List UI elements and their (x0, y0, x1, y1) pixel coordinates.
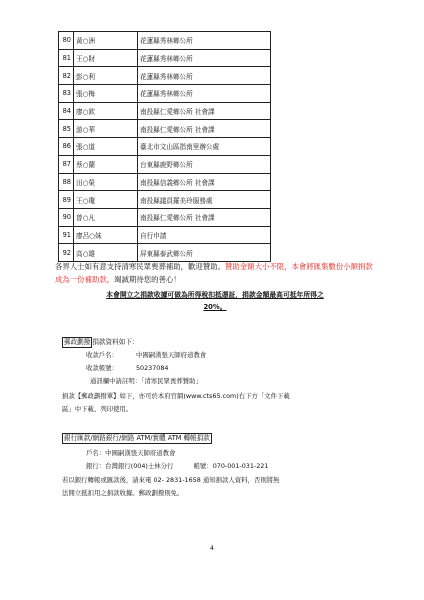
row-number: 89 (59, 191, 74, 209)
table-row (59, 155, 271, 173)
recipient-organization: 花蓮縣秀林鄉公所 (138, 32, 271, 50)
recipient-organization: 南投縣議員羅美玲服務處 (138, 191, 271, 209)
table-row (59, 226, 271, 244)
postal-account-name: 中國嗣漢張天師府道教會 (135, 351, 207, 359)
intro-closing: 竭誠期待您的善心！ (114, 275, 181, 284)
recipient-name: 高○雄 (74, 244, 138, 262)
bank-acct: 070-001-031-221 (212, 462, 269, 470)
intro-text: 各界人士如有意支持清寒民眾喪葬補助，歡迎贊助。 (55, 262, 225, 271)
recipient-name: 廖○欽 (74, 102, 138, 120)
recipient-name: 王○瓊 (74, 191, 138, 209)
table-row (59, 32, 271, 50)
recipient-table (58, 31, 271, 262)
table-row (59, 102, 271, 120)
recipient-name: 王○財 (74, 49, 138, 67)
row-number: 82 (59, 67, 74, 85)
recipient-organization: 南投縣仁愛鄉公所 社會課 (138, 208, 271, 226)
recipient-name: 曾○凡 (74, 208, 138, 226)
tax-deduction-note (55, 289, 375, 313)
table-row (59, 244, 271, 262)
recipient-name: 廖呂○妹 (74, 226, 138, 244)
table-row (59, 67, 271, 85)
bank-heading (62, 433, 212, 444)
bank-name-row (86, 448, 175, 457)
table-row (59, 120, 271, 138)
table-row (59, 138, 271, 156)
table-row (59, 85, 271, 103)
postal-account-name-label: 收款戶名： (86, 351, 118, 359)
row-number: 87 (59, 155, 74, 173)
bank-note-line-1: 若以銀行轉帳或匯款後，請來電 02- 2831-1658 通知捐款人資料，否則將無 (62, 476, 280, 484)
postal-heading (62, 336, 139, 348)
bank-branch: 台灣銀行(004)士林分行 (105, 462, 174, 470)
intro-highlight: 贊助金額大小不限，本會將匯集數份小額捐款成為一份補助款。 (55, 262, 373, 284)
table-row (59, 208, 271, 226)
recipient-organization: 屏東縣泰武鄉公所 (138, 244, 271, 262)
recipient-organization: 花蓮縣秀林鄉公所 (138, 67, 271, 85)
recipient-organization: 花蓮縣秀林鄉公所 (138, 49, 271, 67)
recipient-organization: 臺北市文山區指南里辦公處 (138, 138, 271, 156)
postal-notice: 通訊欄中請註明：「清寒民眾喪葬贊助」 (90, 377, 202, 385)
row-number: 88 (59, 173, 74, 191)
bank-acct-label: 帳號： (193, 462, 213, 470)
recipient-organization: 南投縣信義鄉公所 社會課 (138, 173, 271, 191)
postal-heading-box: 郵政劃撥 (64, 338, 91, 346)
row-number: 84 (59, 102, 74, 120)
recipient-name: 張○梅 (74, 85, 138, 103)
row-number: 85 (59, 120, 74, 138)
row-number: 91 (59, 226, 74, 244)
postal-form-line-2: 區」中下載、列印使用。 (62, 405, 133, 413)
table-row (59, 191, 271, 209)
row-number: 90 (59, 208, 74, 226)
recipient-name: 游○華 (74, 120, 138, 138)
recipient-name: 彭○利 (74, 67, 138, 85)
postal-form-line-1: 捐款【郵政劃撥單】如下，亦可於本府官網(www.cts65.com)右下方「文件下載 (62, 392, 290, 400)
bank-heading-box: 銀行匯款/網路銀行/網路 ATM/實體 ATM 轉帳捐款 (64, 434, 210, 442)
table-row (59, 49, 271, 67)
row-number: 92 (59, 244, 74, 262)
postal-account-name-row (86, 350, 206, 359)
bank-name-label: 戶名： (86, 449, 106, 457)
recipient-organization: 南投縣仁愛鄉公所 社會課 (138, 120, 271, 138)
table-row (59, 173, 271, 191)
recipient-organization: 南投縣仁愛鄉公所 社會課 (138, 102, 271, 120)
tax-note-line-2: 20%。 (203, 303, 227, 311)
recipient-organization: 花蓮縣秀林鄉公所 (138, 85, 271, 103)
row-number: 86 (59, 138, 74, 156)
row-number: 83 (59, 85, 74, 103)
postal-account-no-label: 收款帳號： (86, 364, 118, 372)
bank-account-name: 中國嗣漢張天師府道教會 (105, 449, 176, 457)
recipient-organization: 自行申請 (138, 226, 271, 244)
tax-note-line-1: 本會開立之捐款收據可做為所得稅扣抵憑証，捐款金額最高可抵年所得之 (106, 291, 324, 299)
row-number: 81 (59, 49, 74, 67)
bank-branch-label: 銀行： (86, 462, 106, 470)
bank-branch-row (86, 461, 268, 470)
bank-note-line-2: 法開立抵扣用之捐款收據。郵政劃撥則免。 (62, 489, 184, 497)
postal-heading-rest: 捐款資料如下： (92, 338, 139, 346)
donation-intro (55, 260, 375, 286)
recipient-name: 黃○洲 (74, 32, 138, 50)
row-number: 80 (59, 32, 74, 50)
recipient-name: 蔡○蘭 (74, 155, 138, 173)
recipient-organization: 台東縣鹿野鄉公所 (138, 155, 271, 173)
postal-account-no: 50237084 (135, 364, 169, 372)
recipient-name: 張○道 (74, 138, 138, 156)
recipient-name: 田○榮 (74, 173, 138, 191)
postal-account-no-row (86, 363, 168, 372)
page-number: 4 (209, 544, 215, 552)
